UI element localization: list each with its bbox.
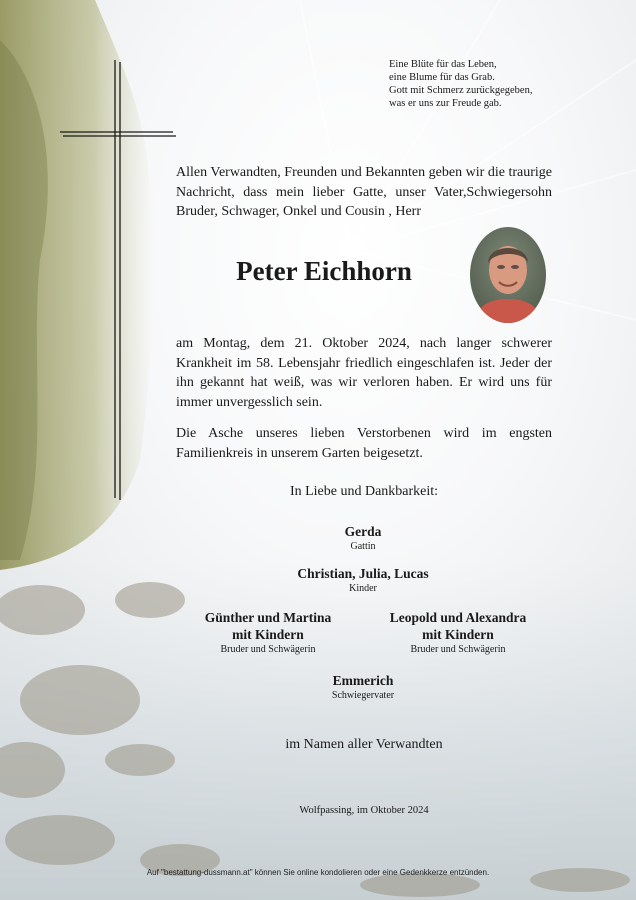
- poem: [389, 58, 532, 110]
- deceased-name: Peter Eichhorn: [236, 256, 412, 286]
- mourner-name: Günther und Martina: [204, 610, 332, 625]
- cross-icon: [58, 58, 183, 503]
- signoff-line: im Namen aller Verwandten: [285, 737, 443, 752]
- mourner-name: Christian, Julia, Lucas: [297, 566, 429, 581]
- mourner-group: [213, 565, 513, 595]
- closing-line: In Liebe und Dankbarkeit:: [289, 484, 439, 499]
- intro-text: Allen Verwandten, Freunden und Bekannten geben wir die traurige Nachricht, dass mein lieber Gatte, unser Vater,Schwiegersohn Bruder, Schwager, Onkel und Cousin , Herr: [176, 165, 552, 219]
- mourner-name: Gerda: [344, 524, 382, 539]
- place-date: Wolfpassing, im Oktober 2024: [299, 805, 429, 816]
- mourner-group: [368, 609, 548, 656]
- mourner-relation: Schwiegervater: [331, 690, 395, 701]
- mourner-name: Emmerich: [332, 673, 394, 688]
- poem-line: Eine Blüte für das Leben,: [389, 59, 497, 70]
- mourner-group: [263, 523, 463, 553]
- mourner-relation: Bruder und Schwägerin: [220, 644, 316, 655]
- mourner-name: mit Kindern: [422, 627, 494, 642]
- mourner-group: [263, 672, 463, 702]
- burial-text: Die Asche unseres lieben Verstorbenen wird im engsten Familienkreis in unserem Garten beigesetzt.: [176, 426, 552, 461]
- mourner-group: [178, 609, 358, 656]
- mourner-relation: Bruder und Schwägerin: [410, 644, 506, 655]
- mourner-name: Leopold und Alexandra: [389, 610, 527, 625]
- portrait-photo: [468, 225, 548, 325]
- death-notice-text: am Montag, dem 21. Oktober 2024, nach langer schwerer Krankheit im 58. Lebensjahr friedlich eingeschlafen ist. Jeder der ihn gekannt hat weiß, was wir verloren haben. Er wird uns für immer unvergesslich sein.: [176, 336, 552, 410]
- poem-line: Gott mit Schmerz zurückgegeben,: [389, 85, 533, 96]
- mourner-name: mit Kindern: [232, 627, 304, 642]
- poem-line: eine Blume für das Grab.: [389, 72, 495, 83]
- mourner-relation: Gattin: [350, 541, 376, 552]
- poem-line: was er uns zur Freude gab.: [389, 98, 502, 109]
- mourner-relation: Kinder: [349, 583, 377, 594]
- footer-note: Auf "bestattung-dussmann.at" können Sie online kondolieren oder eine Gedenkkerze entzünden.: [146, 868, 490, 877]
